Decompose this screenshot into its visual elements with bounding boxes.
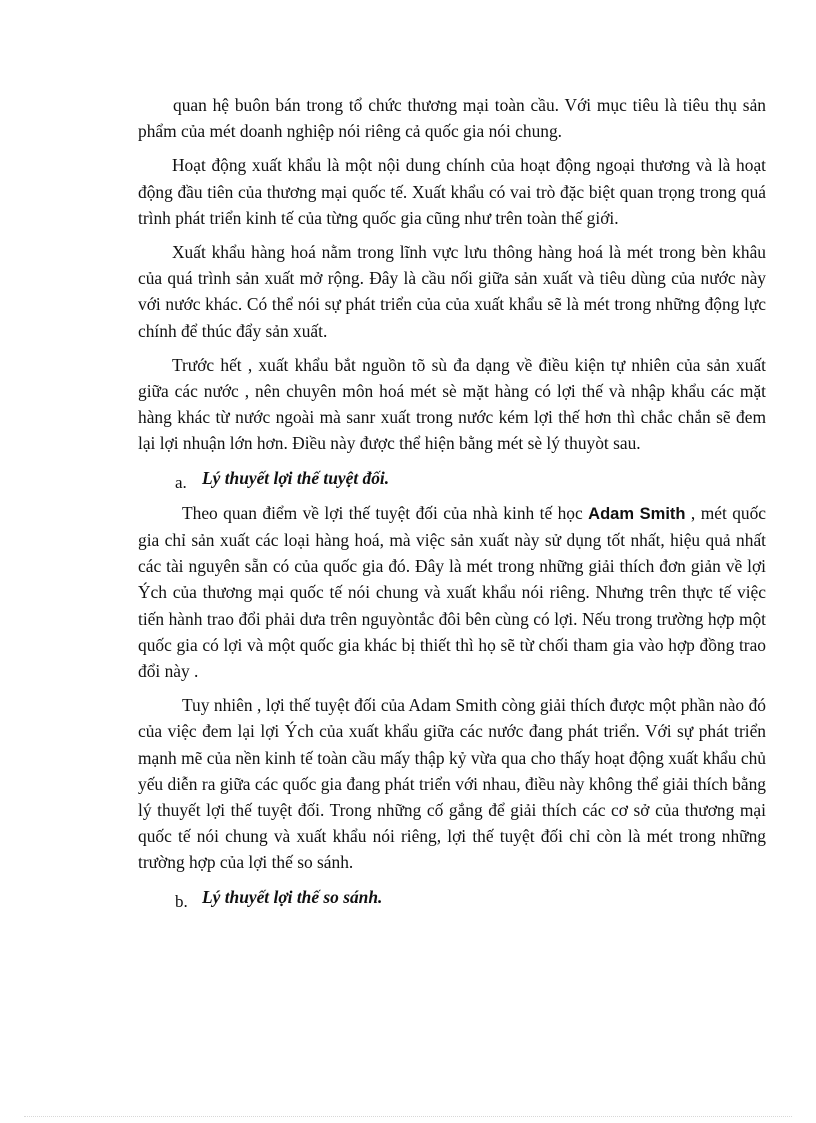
section-title-comparative-advantage: Lý thuyết lợi thế so sánh. bbox=[202, 886, 383, 907]
section-heading-a bbox=[138, 465, 766, 492]
section-marker-b: b. bbox=[175, 891, 188, 911]
paragraph-however: Tuy nhiên , lợi thế tuyệt đối của Adam Smith còng giải thích được một phần nào đó của việc đem lại lợi Ých của xuất khẩu giữa các nước đang phát triển. Với sự phát triển mạnh mẽ của nền kinh tế toàn cầu mấy thập kỷ vừa qua cho thấy hoạt động xuất khẩu chủ yếu diễn ra giữa các quốc gia đang phát triển với nhau, điều này không thể giải thích bằng lý thuyết lợi thế tuyệt đối. Trong những cố gắng để giải thích các cơ sở của thương mại quốc tế nói chung và xuất khẩu nói riêng, lợi thế tuyệt đối chỉ còn là mét trong những trường hợp của lợi thế so sánh. bbox=[138, 695, 766, 873]
paragraph-first-of-all: Trước hết , xuất khẩu bắt nguồn tõ sù đa dạng về điều kiện tự nhiên của sản xuất giữa các nước , nên chuyên môn hoá mét sè mặt hàng có lợi thế và nhập khẩu các mặt hàng khác từ nước ngoài mà sanr xuất trong nước kém lợi thế hơn thì chắc chắn sẽ đem lại lợi nhuận lớn hơn. Điều này được thể hiện bằng mét sè lý thuyòt sau. bbox=[138, 354, 766, 454]
paragraph-export-circulation: Xuất khẩu hàng hoá nằm trong lĩnh vực lưu thông hàng hoá là mét trong bèn khâu của quá trình sản xuất mở rộng. Đây là cầu nối giữa sản xuất và tiêu dùng của nước này với nước khác. Có thể nói sự phát triển của của xuất khẩu sẽ là mét trong những động lực chính để thúc đẩy sản xuất. bbox=[138, 242, 766, 341]
author-name: Adam Smith bbox=[588, 504, 686, 523]
paragraph-export-activity: Hoạt động xuất khẩu là một nội dung chính của hoạt động ngoại thương và là hoạt động đầu tiên của thương mại quốc tế. Xuất khẩu có vai trò đặc biệt quan trọng trong quá trình phát triển kinh tế của từng quốc gia cũng như trên toàn thế giới. bbox=[138, 155, 766, 228]
section-marker-a: a. bbox=[175, 472, 187, 492]
section-heading-b bbox=[138, 884, 766, 911]
section-title-absolute-advantage: Lý thuyết lợi thế tuyệt đối. bbox=[202, 467, 390, 488]
page-bottom-rule bbox=[24, 1116, 792, 1117]
document-body bbox=[138, 92, 766, 919]
paragraph-text-before: Theo quan điểm về lợi thế tuyệt đối của nhà kinh tế học bbox=[182, 502, 589, 523]
paragraph-text-after: , mét quốc gia chỉ sản xuất các loại hàng hoá, mà việc sản xuất này sử dụng tốt nhất, hiệu quả nhất các tài nguyên sẵn có của quốc gia đó. Đây là mét trong những giải thích đơn giản về lợi Ých của thương mại quốc tế nói chung và xuất khẩu nói riêng. Nhưng trên thực tế việc tiến hành trao đổi phải dưa trên nguyòntắc đôi bên cùng có lợi. Nếu trong trường hợp một quốc gia có lợi và một quốc gia khác bị thiết thì họ sẽ từ chối tham gia vào hợp đồng trao đổi này . bbox=[138, 502, 766, 682]
paragraph-adam-smith-theory bbox=[138, 500, 766, 684]
paragraph-trade-relations: quan hệ buôn bán trong tổ chức thương mại toàn cầu. Với mục tiêu là tiêu thụ sản phẩm của mét doanh nghiệp nói riêng cả quốc gia nói chung. bbox=[138, 95, 766, 142]
